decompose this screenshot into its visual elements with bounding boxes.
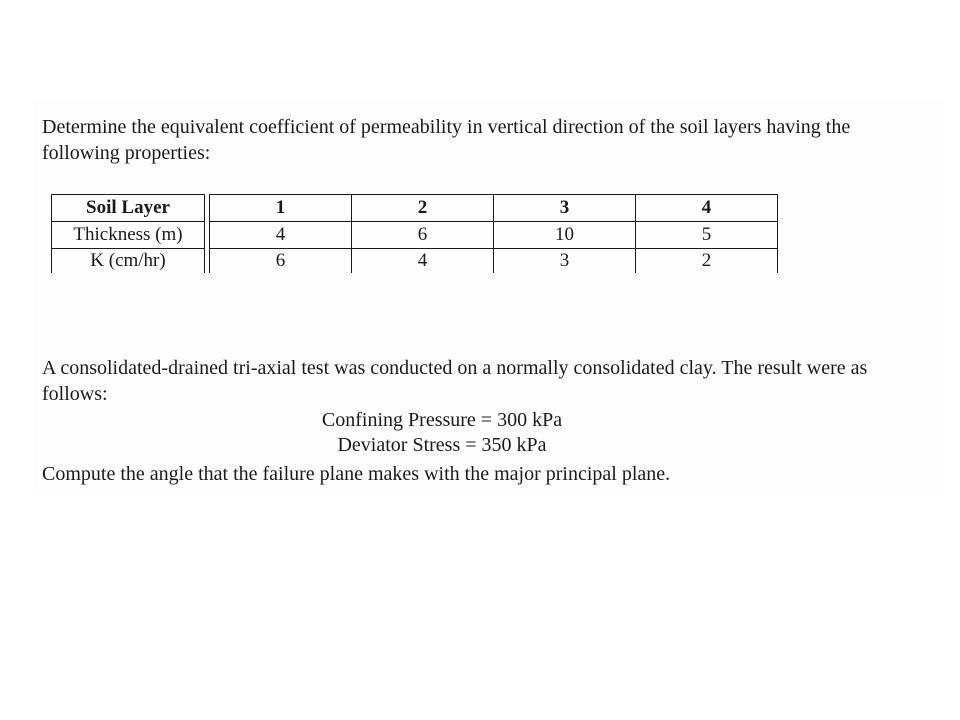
- table-cell: 10: [494, 222, 636, 249]
- table-cell: 3: [494, 249, 636, 274]
- table-cell: 6: [352, 222, 494, 249]
- question-2-text: A consolidated-drained tri-axial test was conducted on a normally consolidated clay. The result were as follows:: [42, 357, 868, 405]
- table-row: [52, 249, 778, 274]
- row-label: K (cm/hr): [52, 249, 205, 274]
- table-header-row: [52, 195, 778, 222]
- header-cell: 1: [210, 195, 352, 222]
- soil-properties-table: [51, 194, 778, 273]
- table-cell: 5: [636, 222, 778, 249]
- header-cell: 3: [494, 195, 636, 222]
- header-cell: Soil Layer: [52, 195, 205, 222]
- row-label: Thickness (m): [52, 222, 205, 249]
- question-2-prompt: Compute the angle that the failure plane makes with the major principal plane.: [42, 463, 671, 485]
- header-cell: 2: [352, 195, 494, 222]
- table-cell: 6: [210, 249, 352, 274]
- confining-pressure-line: Confining Pressure = 300 kPa: [321, 409, 563, 431]
- table-cell: 4: [210, 222, 352, 249]
- table-row: [52, 222, 778, 249]
- table-cell: 2: [636, 249, 778, 274]
- header-cell: 4: [636, 195, 778, 222]
- question-1-text: Determine the equivalent coefficient of permeability in vertical direction of the soil layers having the following properties:: [42, 116, 851, 164]
- table-cell: 4: [352, 249, 494, 274]
- deviator-stress-line: Deviator Stress = 350 kPa: [337, 434, 547, 456]
